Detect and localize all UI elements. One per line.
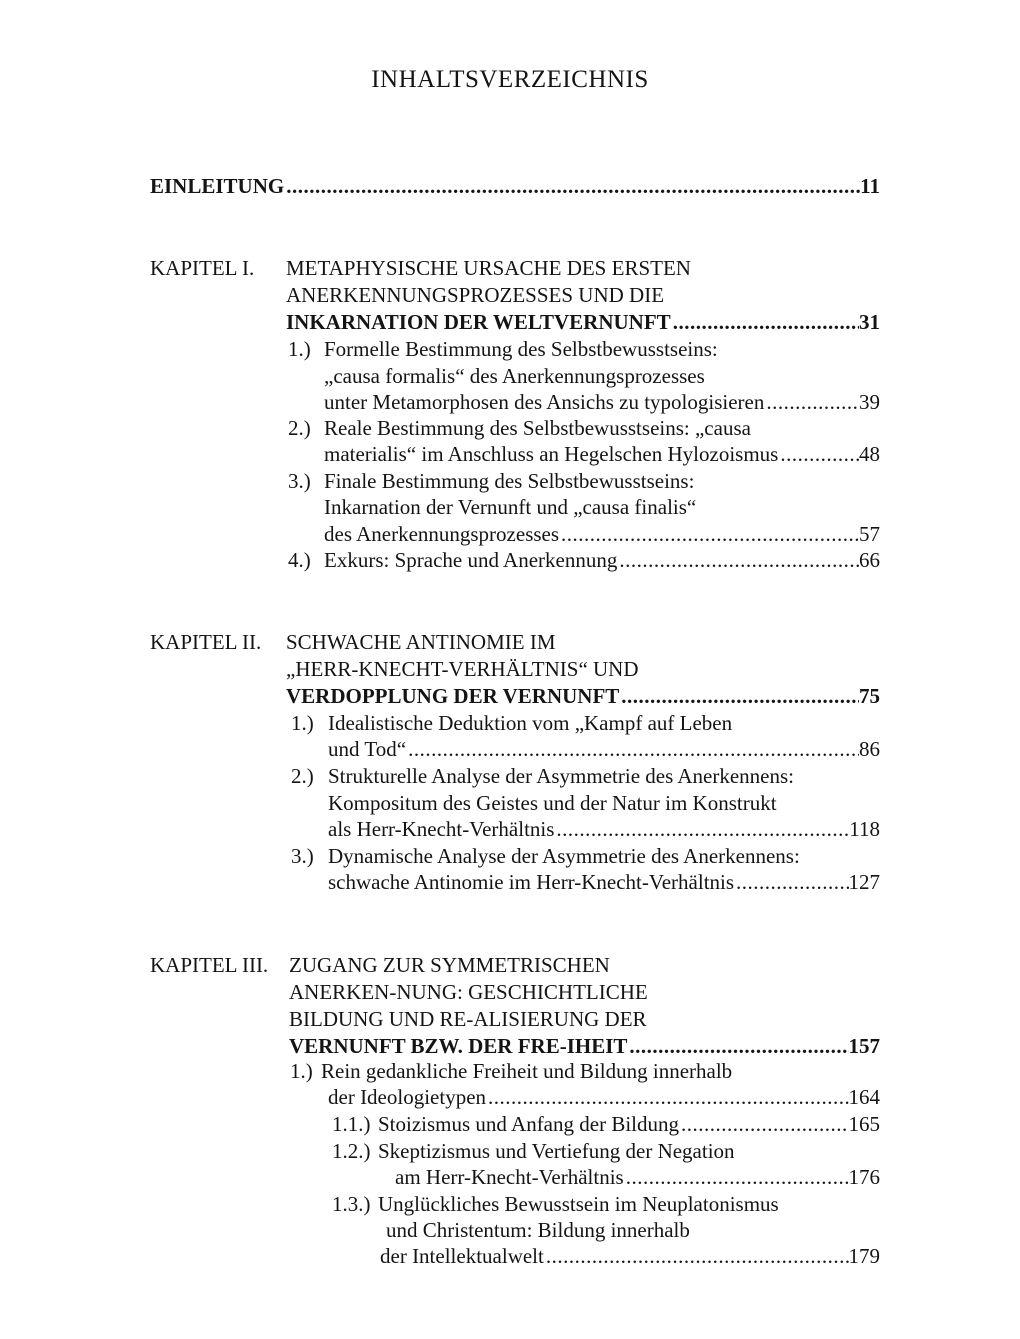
toc-entry-section[interactable] — [328, 1083, 880, 1111]
toc-entry-section[interactable] — [328, 735, 880, 763]
section-line: Kompositum des Geistes und der Natur im Konstrukt — [328, 791, 777, 815]
dot-leader — [679, 1110, 849, 1138]
section-line: der Ideologietypen — [328, 1085, 487, 1109]
section-line: des Anerkennungsprozesses — [324, 522, 560, 546]
dot-leader — [284, 172, 860, 200]
page-number: 164 — [848, 1085, 880, 1109]
dot-leader — [734, 868, 848, 896]
toc-entry-subsection[interactable] — [380, 1242, 880, 1270]
page-number: 75 — [859, 684, 880, 708]
section-line: unter Metamorphosen des Ansichs zu typologisieren — [324, 390, 765, 414]
toc-entry-section[interactable] — [324, 546, 880, 574]
page-number: 66 — [859, 548, 880, 572]
section-number: 3.) — [288, 469, 311, 493]
toc-entry-chapter-2[interactable] — [286, 682, 880, 710]
section-line: Rein gedankliche Freiheit und Bildung innerhalb — [321, 1059, 733, 1083]
section-number: 1.) — [290, 1059, 313, 1083]
dot-leader — [617, 546, 859, 574]
page-number: 31 — [859, 310, 880, 334]
page-number: 11 — [860, 174, 880, 198]
toc-entry-section[interactable] — [324, 520, 880, 548]
toc-entry-section[interactable] — [328, 815, 880, 843]
chapter-title-line: VERNUNFT BZW. DER FRE-IHEIT — [289, 1034, 628, 1058]
toc-entry-section[interactable] — [328, 868, 880, 896]
page-number: 118 — [849, 817, 880, 841]
chapter-title-line: SCHWACHE ANTINOMIE IM — [286, 630, 556, 654]
chapter-title-line: ZUGANG ZUR SYMMETRISCHEN — [289, 953, 610, 977]
page-number: 176 — [848, 1165, 880, 1189]
section-line: und Christentum: Bildung innerhalb — [386, 1218, 690, 1242]
section-line: am Herr-Knecht-Verhältnis — [395, 1165, 624, 1189]
chapter-title-line: INKARNATION DER WELTVERNUNFT — [286, 310, 671, 334]
entry-title: EINLEITUNG — [150, 174, 285, 198]
section-line: Stoizismus und Anfang der Bildung — [378, 1112, 679, 1136]
section-line: Reale Bestimmung des Selbstbewusstseins: „causa — [324, 416, 751, 440]
page-number: 157 — [848, 1034, 880, 1058]
section-line: Skeptizismus und Vertiefung der Negation — [378, 1139, 735, 1163]
page-number: 39 — [859, 390, 880, 414]
toc-entry-einleitung[interactable] — [150, 172, 880, 200]
dot-leader — [554, 815, 849, 843]
section-line: Inkarnation der Vernunft und „causa finalis“ — [324, 495, 697, 519]
section-line: materialis“ im Anschluss an Hegelschen Hylozoismus — [324, 442, 779, 466]
chapter-label: KAPITEL II. — [150, 630, 262, 654]
section-line: als Herr-Knecht-Verhältnis — [328, 817, 555, 841]
dot-leader — [778, 440, 859, 468]
page-number: 127 — [848, 870, 880, 894]
subsection-number: 1.1.) — [332, 1112, 371, 1136]
toc-entry-subsection[interactable] — [395, 1163, 880, 1191]
dot-leader — [544, 1242, 849, 1270]
chapter-title-line: METAPHYSISCHE URSACHE DES ERSTEN — [286, 256, 691, 280]
dot-leader — [619, 682, 859, 710]
section-line: Unglückliches Bewusstsein im Neuplatonismus — [378, 1192, 779, 1216]
section-line: „causa formalis“ des Anerkennungsprozesses — [324, 364, 705, 388]
toc-entry-chapter-1[interactable] — [286, 308, 880, 336]
section-line: schwache Antinomie im Herr-Knecht-Verhältnis — [328, 870, 735, 894]
chapter-label: KAPITEL I. — [150, 256, 255, 280]
section-number: 2.) — [288, 416, 311, 440]
section-number: 2.) — [291, 764, 314, 788]
toc-entry-section[interactable] — [324, 440, 880, 468]
dot-leader — [624, 1163, 849, 1191]
section-line: Idealistische Deduktion vom „Kampf auf Leben — [328, 711, 733, 735]
section-line: Exkurs: Sprache und Anerkennung — [324, 548, 618, 572]
chapter-title-line: ANERKENNUNGSPROZESSES UND DIE — [286, 283, 665, 307]
chapter-label: KAPITEL III. — [150, 953, 269, 977]
subsection-number: 1.2.) — [332, 1139, 371, 1163]
page-title: INHALTSVERZEICHNIS — [371, 66, 649, 93]
chapter-title-line: ANERKEN-NUNG: GESCHICHTLICHE — [289, 980, 648, 1004]
section-line: Dynamische Analyse der Asymmetrie des Anerkennens: — [328, 844, 800, 868]
dot-leader — [559, 520, 859, 548]
toc-entry-subsection[interactable] — [378, 1110, 880, 1138]
page-number: 165 — [848, 1112, 880, 1136]
subsection-number: 1.3.) — [332, 1192, 371, 1216]
dot-leader — [406, 735, 859, 763]
section-line: der Intellektualwelt — [380, 1244, 544, 1268]
section-line: Formelle Bestimmung des Selbstbewusstseins: — [324, 337, 718, 361]
chapter-title-line: VERDOPPLUNG DER VERNUNFT — [286, 684, 620, 708]
page-number: 86 — [859, 737, 880, 761]
toc-entry-section[interactable] — [324, 388, 880, 416]
section-line: Strukturelle Analyse der Asymmetrie des Anerkennens: — [328, 764, 794, 788]
page-number: 179 — [848, 1244, 880, 1268]
section-number: 3.) — [291, 844, 314, 868]
section-number: 4.) — [288, 548, 311, 572]
dot-leader — [486, 1083, 848, 1111]
page-number: 48 — [859, 442, 880, 466]
section-line: und Tod“ — [328, 737, 407, 761]
chapter-title-line: „HERR-KNECHT-VERHÄLTNIS“ UND — [286, 657, 639, 681]
section-number: 1.) — [291, 711, 314, 735]
dot-leader — [671, 308, 859, 336]
dot-leader — [764, 388, 859, 416]
page-number: 57 — [859, 522, 880, 546]
toc-entry-chapter-3[interactable] — [289, 1032, 880, 1060]
dot-leader — [627, 1032, 848, 1060]
section-number: 1.) — [288, 337, 311, 361]
section-line: Finale Bestimmung des Selbstbewusstseins: — [324, 469, 695, 493]
chapter-title-line: BILDUNG UND RE-ALISIERUNG DER — [289, 1007, 647, 1031]
